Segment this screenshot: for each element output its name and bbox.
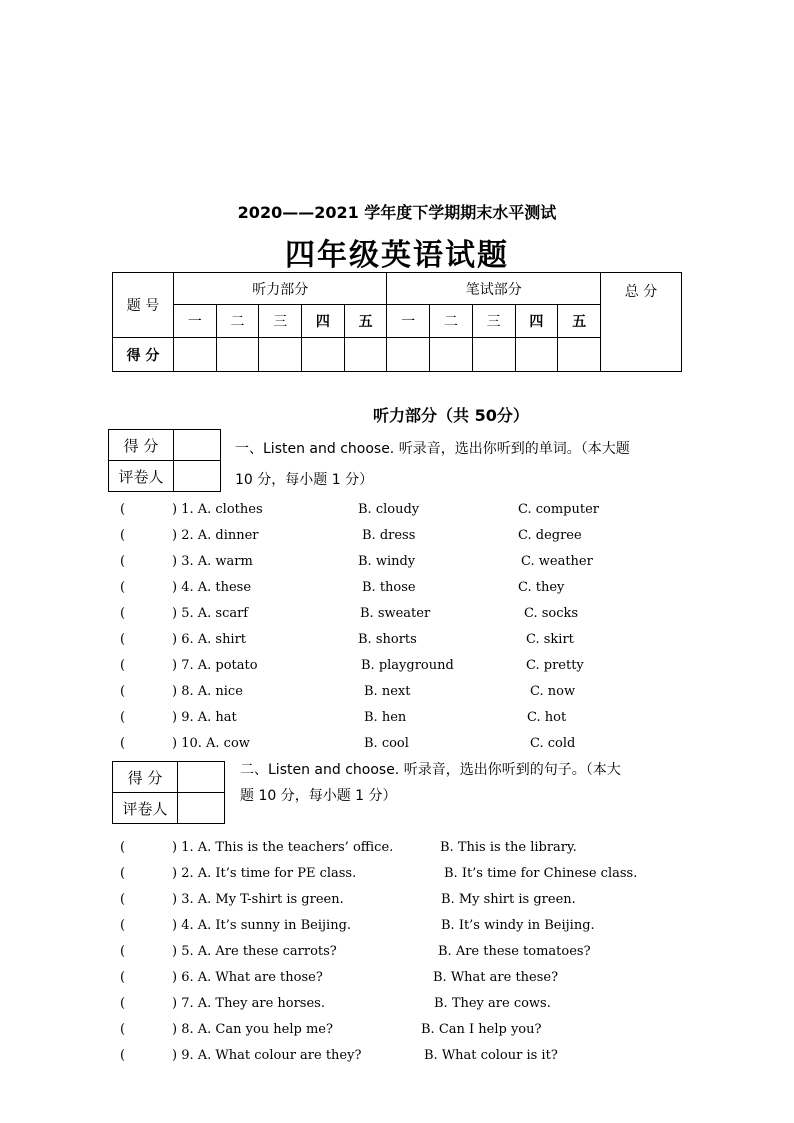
answer-bracket[interactable]: ( — [120, 918, 126, 933]
score-row-label: 得 分 — [113, 338, 174, 372]
option-b: B. dress — [362, 528, 416, 543]
question-item — [0, 1043, 794, 1069]
option-b: B. cloudy — [358, 502, 420, 517]
listening-section-heading: 听力部分（共 50分） — [373, 406, 529, 425]
option-a: ) 9. A. What colour are they? — [172, 1048, 362, 1063]
option-b: B. What colour is it? — [424, 1048, 558, 1063]
numeral-cell: 四 — [302, 305, 345, 338]
numeral-cell: 三 — [259, 305, 302, 338]
question-item — [0, 523, 794, 549]
grader-label: 评卷人 — [109, 461, 174, 492]
part2-question-list — [0, 835, 794, 1069]
question-item — [0, 861, 794, 887]
option-b: B. windy — [358, 554, 416, 569]
numeral-cell: 五 — [344, 305, 387, 338]
option-a: ) 10. A. cow — [172, 736, 250, 751]
question-number-header: 题 号 — [113, 273, 174, 338]
option-c: C. pretty — [526, 658, 584, 673]
numeral-cell: 五 — [558, 305, 601, 338]
writing-header: 笔试部分 — [387, 273, 601, 305]
score-label: 得 分 — [113, 762, 178, 793]
total-header: 总 分 — [601, 273, 682, 372]
part1-instruction-line1: 一、Listen and choose. 听录音，选出你听到的单词。（本大题 — [235, 441, 630, 457]
option-b: B. It’s time for Chinese class. — [444, 866, 638, 881]
option-a: ) 4. A. It’s sunny in Beijing. — [172, 918, 352, 933]
grader-box-1 — [108, 429, 221, 492]
question-item — [0, 965, 794, 991]
option-b: B. those — [362, 580, 416, 595]
option-a: ) 2. A. dinner — [172, 528, 259, 543]
question-item — [0, 913, 794, 939]
answer-bracket[interactable]: ( — [120, 1022, 126, 1037]
option-a: ) 3. A. My T-shirt is green. — [172, 892, 344, 907]
answer-bracket[interactable]: ( — [120, 1048, 126, 1063]
option-c: C. skirt — [526, 632, 574, 647]
answer-bracket[interactable]: ( — [120, 866, 126, 881]
question-item — [0, 705, 794, 731]
exam-subtitle: 2020——2021 学年度下学期期末水平测试 — [237, 203, 557, 222]
part2-instruction-line2: 题 10 分，每小题 1 分） — [240, 788, 397, 804]
part1-instruction-line2: 10 分，每小题 1 分） — [235, 472, 374, 488]
option-a: ) 1. A. This is the teachers’ office. — [172, 840, 394, 855]
grader-entry[interactable] — [178, 793, 225, 824]
score-cell[interactable] — [515, 338, 558, 372]
numeral-cell: 四 — [515, 305, 558, 338]
question-item — [0, 549, 794, 575]
exam-title: 四年级英语试题 — [285, 238, 509, 273]
question-item — [0, 601, 794, 627]
score-cell[interactable] — [558, 338, 601, 372]
answer-bracket[interactable]: ( — [120, 736, 126, 751]
option-c: C. they — [518, 580, 565, 595]
numeral-cell: 一 — [387, 305, 430, 338]
score-entry[interactable] — [174, 430, 221, 461]
answer-bracket[interactable]: ( — [120, 684, 126, 699]
answer-bracket[interactable]: ( — [120, 944, 126, 959]
grader-entry[interactable] — [174, 461, 221, 492]
option-c: C. hot — [527, 710, 567, 725]
question-item — [0, 731, 794, 757]
question-item — [0, 887, 794, 913]
score-cell[interactable] — [344, 338, 387, 372]
option-b: B. My shirt is green. — [441, 892, 576, 907]
answer-bracket[interactable]: ( — [120, 658, 126, 673]
part2-instruction-line1: 二、Listen and choose. 听录音，选出你听到的句子。（本大 — [240, 762, 621, 778]
numeral-cell: 一 — [174, 305, 217, 338]
numeral-cell: 二 — [430, 305, 473, 338]
answer-bracket[interactable]: ( — [120, 970, 126, 985]
option-a: ) 2. A. It’s time for PE class. — [172, 866, 357, 881]
option-b: B. shorts — [358, 632, 417, 647]
answer-bracket[interactable]: ( — [120, 528, 126, 543]
answer-bracket[interactable]: ( — [120, 554, 126, 569]
score-entry[interactable] — [178, 762, 225, 793]
answer-bracket[interactable]: ( — [120, 996, 126, 1011]
question-item — [0, 1017, 794, 1043]
score-table — [112, 272, 682, 372]
option-a: ) 8. A. nice — [172, 684, 243, 699]
question-item — [0, 653, 794, 679]
score-cell[interactable] — [472, 338, 515, 372]
score-cell[interactable] — [387, 338, 430, 372]
option-b: B. Are these tomatoes? — [438, 944, 591, 959]
score-cell[interactable] — [216, 338, 259, 372]
score-cell[interactable] — [259, 338, 302, 372]
option-a: ) 5. A. Are these carrots? — [172, 944, 337, 959]
listening-header: 听力部分 — [174, 273, 387, 305]
score-cell[interactable] — [174, 338, 217, 372]
numeral-cell: 三 — [472, 305, 515, 338]
answer-bracket[interactable]: ( — [120, 580, 126, 595]
option-c: C. degree — [518, 528, 582, 543]
question-item — [0, 939, 794, 965]
option-b: B. sweater — [360, 606, 431, 621]
option-a: ) 8. A. Can you help me? — [172, 1022, 333, 1037]
part1-question-list — [0, 497, 794, 757]
option-b: B. next — [364, 684, 411, 699]
answer-bracket[interactable]: ( — [120, 710, 126, 725]
score-label: 得 分 — [109, 430, 174, 461]
option-c: C. socks — [524, 606, 579, 621]
score-cell[interactable] — [430, 338, 473, 372]
option-a: ) 4. A. these — [172, 580, 252, 595]
question-item — [0, 497, 794, 523]
question-item — [0, 835, 794, 861]
option-a: ) 1. A. clothes — [172, 502, 263, 517]
option-c: C. computer — [518, 502, 600, 517]
option-a: ) 7. A. They are horses. — [172, 996, 325, 1011]
option-a: ) 5. A. scarf — [172, 606, 249, 621]
question-item — [0, 991, 794, 1017]
option-a: ) 6. A. What are those? — [172, 970, 323, 985]
question-item — [0, 627, 794, 653]
option-b: B. hen — [364, 710, 407, 725]
option-a: ) 6. A. shirt — [172, 632, 247, 647]
option-a: ) 3. A. warm — [172, 554, 253, 569]
grader-label: 评卷人 — [113, 793, 178, 824]
option-b: B. This is the library. — [440, 840, 577, 855]
grader-box-2 — [112, 761, 225, 824]
answer-bracket[interactable]: ( — [120, 840, 126, 855]
option-b: B. playground — [361, 658, 454, 673]
answer-bracket[interactable]: ( — [120, 892, 126, 907]
option-b: B. What are these? — [433, 970, 559, 985]
answer-bracket[interactable]: ( — [120, 632, 126, 647]
answer-bracket[interactable]: ( — [120, 606, 126, 621]
option-b: B. It’s windy in Beijing. — [441, 918, 595, 933]
question-item — [0, 679, 794, 705]
score-cell[interactable] — [302, 338, 345, 372]
numeral-cell: 二 — [216, 305, 259, 338]
option-b: B. Can I help you? — [421, 1022, 542, 1037]
option-c: C. cold — [530, 736, 576, 751]
question-item — [0, 575, 794, 601]
answer-bracket[interactable]: ( — [120, 502, 126, 517]
option-b: B. They are cows. — [434, 996, 551, 1011]
option-b: B. cool — [364, 736, 409, 751]
option-c: C. weather — [521, 554, 593, 569]
option-c: C. now — [530, 684, 576, 699]
option-a: ) 9. A. hat — [172, 710, 237, 725]
option-a: ) 7. A. potato — [172, 658, 258, 673]
